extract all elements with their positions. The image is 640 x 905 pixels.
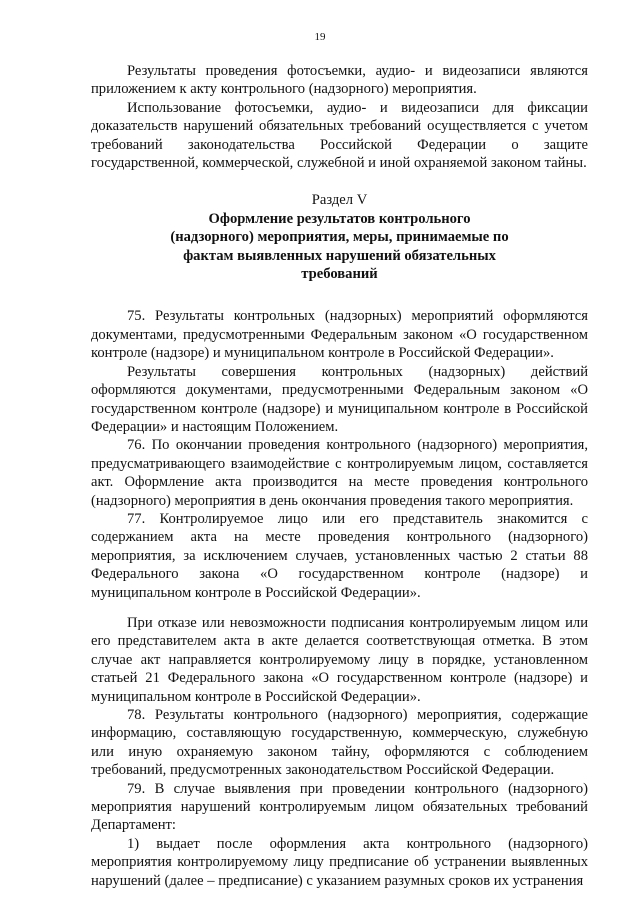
paragraph-79-item-1: 1) выдает после оформления акта контрольного (надзорного) мероприятия контролируемому лицу предписание об устранении выявленных нарушений (далее – предписание) с указанием разумных сроков их устранения <box>91 835 588 889</box>
section-number: Раздел V <box>311 192 368 209</box>
paragraph-79: 79. В случае выявления при проведении контрольного (надзорного) мероприятия нарушений контролируемым лицом обязательных требований Департамент: <box>91 780 588 834</box>
page-number: 19 <box>314 31 326 43</box>
paragraph-76: 76. По окончании проведения контрольного (надзорного) мероприятия, предусматривающего взаимодействие с контролируемым лицом, составляется акт. Оформление акта производится на месте проведения контрольного (надзорного) мероприятия в день окончания проведения такого мероприятия. <box>91 437 588 509</box>
paragraph-77: 77. Контролируемое лицо или его представитель знакомится с содержанием акта на месте проведения контрольного (надзорного) мероприятия, за исключением случаев, установленных частью 2 статьи 88 Федерального закона «О государственном контроле (надзоре) и муниципальном контроле в Российской Федерации». <box>91 510 588 601</box>
paragraph-75-actions: Результаты совершения контрольных (надзорных) действий оформляются документами, предусмотренными Федеральным законом «О государственном контроле (надзоре) и муниципальном контроле в Российской Федерации» и настоящим Положением. <box>91 363 588 435</box>
section-title: Оформление результатов контрольного (надзорного) мероприятия, меры, принимаемые по фактам выявленных нарушений обязательных требований <box>170 210 509 283</box>
paragraph-78: 78. Результаты контрольного (надзорного) мероприятия, содержащие информацию, составляющую государственную, коммерческую, служебную или иную охраняемую законом тайну, оформляются с соблюдением требований, предусмотренных законодательством Российской Федерации. <box>91 707 588 779</box>
paragraph-photo-usage: Использование фотосъемки, аудио- и видеозаписи для фиксации доказательств нарушений обязательных требований осуществляется с учетом требований законодательства Российской Федерации о защите государственной, коммерческой, служебной и иной охраняемой законом тайны. <box>91 99 588 172</box>
paragraph-gap <box>91 602 588 614</box>
document-body <box>91 62 588 890</box>
section-header <box>91 191 588 283</box>
paragraph-75: 75. Результаты контрольных (надзорных) мероприятий оформляются документами, предусмотренными Федеральным законом «О государственном контроле (надзоре) и муниципальном контроле в Российской Федерации». <box>91 308 588 362</box>
paragraph-77-refusal: При отказе или невозможности подписания контролируемым лицом или его представителем акта в акте делается соответствующая отметка. В этом случае акт направляется контролируемому лицу в порядке, установленном статьей 21 Федерального закона «О государственном контроле (надзоре) и муниципальном контроле в Российской Федерации». <box>91 614 588 705</box>
paragraph-photo-annex: Результаты проведения фотосъемки, аудио- и видеозаписи являются приложением к акту контрольного (надзорного) мероприятия. <box>91 63 588 98</box>
